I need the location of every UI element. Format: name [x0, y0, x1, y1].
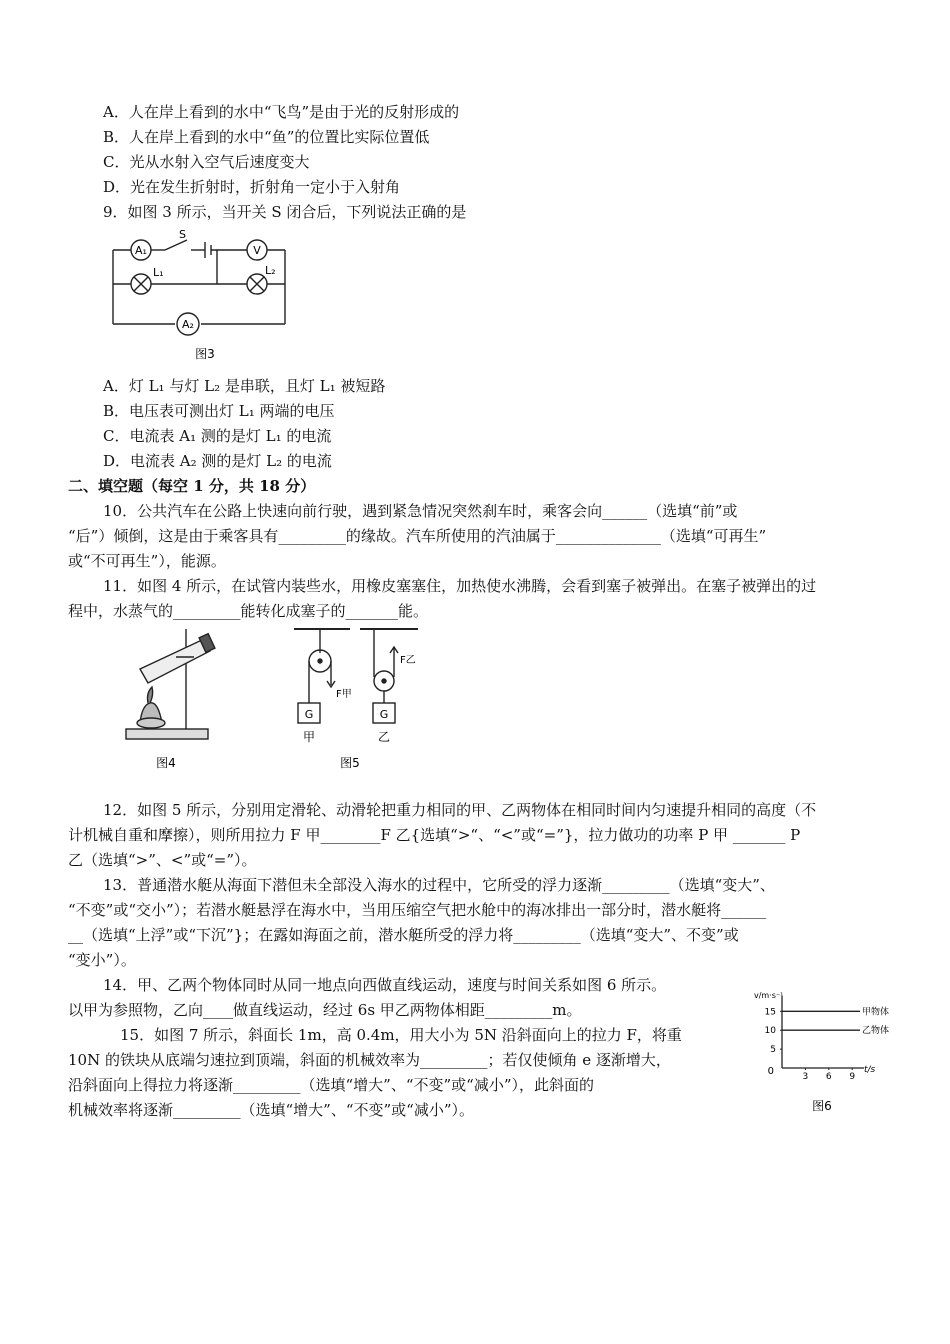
figure-3-circuit [105, 228, 295, 368]
q15-line-3: 沿斜面向上得拉力将逐渐_________（选填“增大”、“不变”或“减小”），此斜面的 [68, 1076, 595, 1094]
q13-line-2: “不变”或“交小”）；若潜水艇悬浮在海水中，当用压缩空气把水舱中的海冰排出一部分时，潜水艇将______ [68, 901, 767, 919]
q8-option-d: D．光在发生折射时，折射角一定小于入射角 [103, 178, 401, 196]
fig5-caption: 图5 [340, 756, 360, 770]
q15-line-1: 15．如图 7 所示，斜面长 1m，高 0.4m，用大小为 5N 沿斜面向上的拉力 F，将重 [120, 1026, 682, 1044]
fig5-label-yi: 乙 [377, 730, 391, 744]
section-2-title: 二、填空题（每空 1 分，共 18 分） [68, 477, 316, 495]
q13-line-4: “变小”）。 [68, 951, 136, 969]
q14-line-2: 以甲为参照物，乙向____做直线运动，经过 6s 甲乙两物体相距_________m。 [68, 1001, 582, 1019]
fig6-series-0-label: 甲物体 [862, 1007, 890, 1018]
fig6-x-tick-3: 3 [802, 1072, 809, 1082]
fig4-caption: 图4 [156, 756, 176, 770]
fig3-caption: 图3 [195, 347, 215, 361]
fig6-x-axis-label: t/s [864, 1065, 876, 1075]
fig5-f-jia: F甲 [336, 689, 352, 700]
fig6-series-1-label: 乙物体 [862, 1026, 890, 1037]
fig5-label-jia: 甲 [302, 730, 316, 744]
q9-option-d: D．电流表 A₂ 测的是灯 L₂ 的电流 [103, 452, 332, 470]
q12-line-2: 计机械自重和摩擦），则所用拉力 F 甲________F 乙{选填“>“、“<”或“=”}，拉力做功的功率 P 甲 _______ P [68, 826, 801, 844]
q13-line-1: 13．普通潜水艇从海面下潜但未全部没入海水的过程中，它所受的浮力逐渐_________（选填“变大”、 [103, 876, 775, 894]
fig6-x-tick-9: 9 [849, 1072, 856, 1082]
fig5-f-yi: F乙 [400, 655, 416, 666]
fig6-y-tick-5: 5 [770, 1045, 776, 1056]
fig3-v-label: V [253, 244, 261, 257]
q10-line-1: 10．公共汽车在公路上快速向前行驶，遇到紧急情况突然刹车时，乘客会向______（选填“前”或 [103, 502, 738, 520]
fig3-l1-label: L₁ [153, 266, 164, 279]
q9-option-b: B．电压表可测出灯 L₁ 两端的电压 [103, 402, 335, 420]
q11-line-1: 11．如图 4 所示，在试管内装些水，用橡皮塞塞住，加热使水沸腾，会看到塞子被弹出。在塞子被弹出的过 [103, 577, 817, 595]
fig6-x-tick-6: 6 [825, 1072, 832, 1082]
q10-line-3: 或“不可再生”），能源。 [68, 552, 226, 570]
fig3-s-label: S [179, 228, 186, 241]
q8-option-a: A．人在岸上看到的水中“飞鸟”是由于光的反射形成的 [103, 103, 460, 121]
q15-line-2: 10N 的铁块从底端匀速拉到顶端，斜面的机械效率为_________；若仅使倾角 e 逐渐增大， [68, 1051, 671, 1069]
q8-option-c: C．光从水射入空气后速度变大 [103, 153, 310, 171]
q15-line-4: 机械效率将逐渐_________（选填“增大”、“不变”或“减小”）。 [68, 1101, 475, 1119]
fig5-g-jia: G [304, 708, 314, 721]
q10-line-2: “后”）倾倒，这是由于乘客具有_________的缘故。汽车所使用的汽油属于______________（选填“可再生” [68, 527, 767, 545]
fig6-y-tick-15: 15 [764, 1007, 776, 1018]
fig6-y-axis-label: v/m·s⁻¹ [754, 991, 784, 1000]
fig5-g-yi: G [379, 708, 389, 721]
q11-line-2: 程中，水蒸气的_________能转化成塞子的_______能。 [68, 602, 429, 620]
q13-line-3: __（选填“上浮”或“下沉”}；在露如海面之前，潜水艇所受的浮力将_________（选填“变大”、不变”或 [68, 926, 739, 944]
q12-line-1: 12．如图 5 所示，分别用定滑轮、动滑轮把重力相同的甲、乙两物体在相同时间内匀速提升相同的高度（不 [103, 801, 817, 819]
figure-5-pulleys [288, 625, 428, 775]
figure-6-chart [752, 988, 900, 1118]
q9-stem: 9．如图 3 所示，当开关 S 闭合后，下列说法正确的是 [103, 203, 467, 221]
q9-option-c: C．电流表 A₁ 测的是灯 L₁ 的电流 [103, 427, 332, 445]
fig6-caption: 图6 [812, 1099, 832, 1113]
q9-option-a: A．灯 L₁ 与灯 L₂ 是串联，且灯 L₁ 被短路 [103, 377, 386, 395]
fig3-a1-label: A₁ [135, 244, 147, 257]
q14-line-1: 14．甲、乙两个物体同时从同一地点向西做直线运动，速度与时间关系如图 6 所示。 [103, 976, 667, 994]
fig6-origin-label: 0 [767, 1066, 774, 1077]
fig3-l2-label: L₂ [265, 264, 276, 277]
q8-option-b: B．人在岸上看到的水中“鱼”的位置比实际位置低 [103, 128, 430, 146]
fig6-y-tick-10: 10 [764, 1026, 776, 1037]
fig3-a2-label: A₂ [182, 318, 194, 331]
q12-line-3: 乙（选填“>”、<”或“=”）。 [68, 851, 257, 869]
figure-4-test-tube [118, 625, 218, 775]
